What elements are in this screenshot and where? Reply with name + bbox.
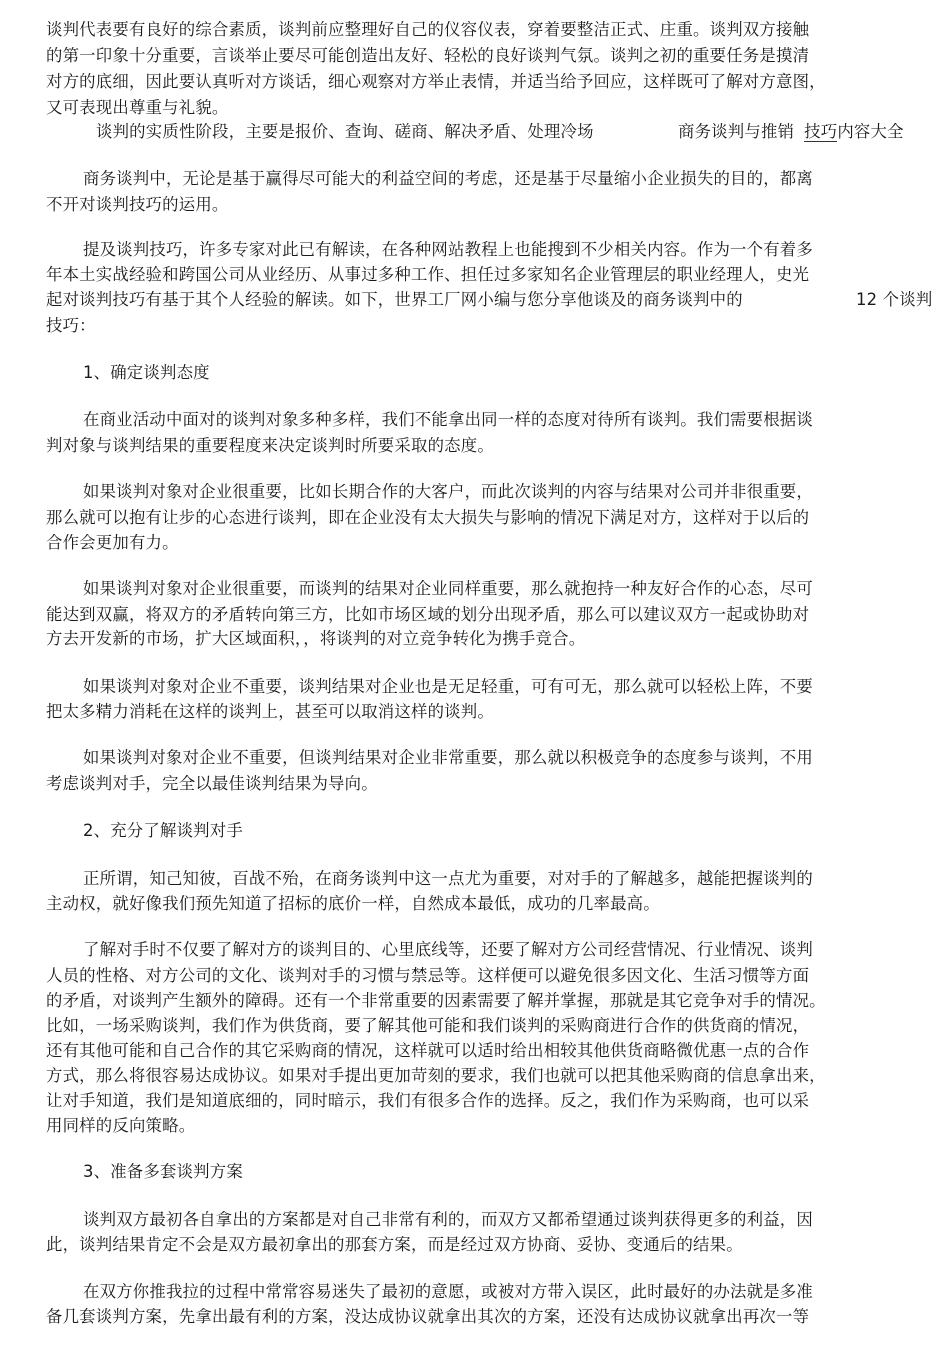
paragraph-line: 提及谈判技巧，许多专家对此已有解读，在各种网站教程上也能搜到不少相关内容。作为一个有着多 <box>83 240 813 259</box>
paragraph-line: 把太多精力消耗在这样的谈判上，甚至可以取消这样的谈判。 <box>46 702 494 721</box>
paragraph-line: 备几套谈判方案，先拿出最有利的方案，没达成协议就拿出其次的方案，还没有达成协议就拿出再次一等 <box>46 1307 810 1326</box>
paragraph-line: 如果谈判对象对企业很重要，而谈判的结果对企业同样重要，那么就抱持一种友好合作的心态，尽可 <box>83 579 813 598</box>
paragraph-line: 不开对谈判技巧的运用。 <box>46 195 229 214</box>
paragraph-line: 还有其他可能和自己合作的其它采购商的情况，这样就可以适时给出相较其他供货商略微优惠一点的合作 <box>46 1041 810 1060</box>
paragraph-line: 能达到双赢，将双方的矛盾转向第三方，比如市场区域的划分出现矛盾，那么可以建议双方一起或协助对 <box>46 605 810 624</box>
paragraph-line: 如果谈判对象对企业不重要，但谈判结果对企业非常重要，那么就以积极竞争的态度参与谈判，不用 <box>83 748 813 767</box>
paragraph-line: 方式，那么将很容易达成协议。如果对手提出更加苛刻的要求，我们也就可以把其他采购商的信息拿出来， <box>46 1066 826 1085</box>
paragraph-line: 在商业活动中面对的谈判对象多种多样，我们不能拿出同一样的态度对待所有谈判。我们需要根据谈 <box>83 410 813 429</box>
paragraph-line-tail: 12 个谈判 <box>856 290 933 309</box>
paragraph-line: 方去开发新的市场，扩大区域面积，，将谈判的对立竞争转化为携手竞合。 <box>46 629 586 648</box>
paragraph-line: 谈判的实质性阶段，主要是报价、查询、磋商、解决矛盾、处理冷场 <box>96 122 594 141</box>
paragraph-line: 那么就可以抱有让步的心态进行谈判，即在企业没有太大损失与影响的情况下满足对方，这样对于以后的 <box>46 508 810 527</box>
paragraph-line: 考虑谈判对手，完全以最佳谈判结果为导向。 <box>46 774 378 793</box>
paragraph-line: 起对谈判技巧有基于其个人经验的解读。如下，世界工厂网小编与您分享他谈及的商务谈判中的 <box>46 290 743 309</box>
paragraph-line: 判对象与谈判结果的重要程度来决定谈判时所要采取的态度。 <box>46 436 494 455</box>
paragraph-line: 技巧： <box>46 316 96 335</box>
paragraph-line: 谈判代表要有良好的综合素质，谈判前应整理好自己的仪容仪表，穿着要整洁正式、庄重。谈判双方接触 <box>46 20 810 39</box>
skills-link[interactable]: 技巧 <box>804 122 838 141</box>
paragraph-line: 对方的底细，因此要认真听对方谈话，细心观察对方举止表情，并适当给予回应，这样既可了解对方意图， <box>46 72 826 91</box>
paragraph-line: 此，谈判结果肯定不会是双方最初拿出的那套方案，而是经过双方协商、妥协、变通后的结果。 <box>46 1235 743 1254</box>
paragraph-line: 如果谈判对象对企业很重要，比如长期合作的大客户，而此次谈判的内容与结果对公司并非很重要， <box>83 482 813 501</box>
section-heading: 3、准备多套谈判方案 <box>83 1162 243 1181</box>
paragraph-line: 谈判双方最初各自拿出的方案都是对自己非常有利的，而双方又都希望通过谈判获得更多的利益，因 <box>83 1210 813 1229</box>
paragraph-line: 年本土实战经验和跨国公司从业经历、从事过多种工作、担任过多家知名企业管理层的职业经理人，史光 <box>46 265 810 284</box>
paragraph-line: 合作会更加有力。 <box>46 533 179 552</box>
section-heading: 2、充分了解谈判对手 <box>83 821 243 840</box>
related-suffix: 内容大全 <box>837 122 904 141</box>
paragraph-line: 正所谓，知己知彼，百战不殆，在商务谈判中这一点尤为重要，对对手的了解越多，越能把握谈判的 <box>83 869 813 888</box>
paragraph-line: 的第一印象十分重要，言谈举止要尽可能创造出友好、轻松的良好谈判气氛。谈判之初的重要任务是摸清 <box>46 46 810 65</box>
paragraph-line: 比如，一场采购谈判，我们作为供货商，要了解其他可能和我们谈判的采购商进行合作的供货商的情况， <box>46 1016 810 1035</box>
paragraph-line: 如果谈判对象对企业不重要，谈判结果对企业也是无足轻重，可有可无，那么就可以轻松上阵，不要 <box>83 677 813 696</box>
related-content-line <box>678 122 904 142</box>
paragraph-line: 的矛盾，对谈判产生额外的障碍。还有一个非常重要的因素需要了解并掌握，那就是其它竞争对手的情况。 <box>46 991 826 1010</box>
paragraph-line: 在双方你推我拉的过程中常常容易迷失了最初的意愿，或被对方带入误区，此时最好的办法就是多准 <box>83 1282 813 1301</box>
paragraph-line: 商务谈判中，无论是基于赢得尽可能大的利益空间的考虑，还是基于尽量缩小企业损失的目的，都离 <box>83 169 813 188</box>
paragraph-line: 又可表现出尊重与礼貌。 <box>46 98 229 117</box>
paragraph-line: 了解对手时不仅要了解对方的谈判目的、心里底线等，还要了解对方公司经营情况、行业情况、谈判 <box>83 940 813 959</box>
paragraph-line: 用同样的反向策略。 <box>46 1116 196 1135</box>
paragraph-line: 人员的性格、对方公司的文化、谈判对手的习惯与禁忌等。这样便可以避免很多因文化、生活习惯等方面 <box>46 966 810 985</box>
paragraph-line: 让对手知道，我们是知道底细的，同时暗示，我们有很多合作的选择。反之，我们作为采购商，也可以采 <box>46 1091 810 1110</box>
section-heading: 1、确定谈判态度 <box>83 363 210 382</box>
related-prefix: 商务谈判与推销 <box>678 122 795 141</box>
paragraph-line: 主动权，就好像我们预先知道了招标的底价一样，自然成本最低，成功的几率最高。 <box>46 894 660 913</box>
